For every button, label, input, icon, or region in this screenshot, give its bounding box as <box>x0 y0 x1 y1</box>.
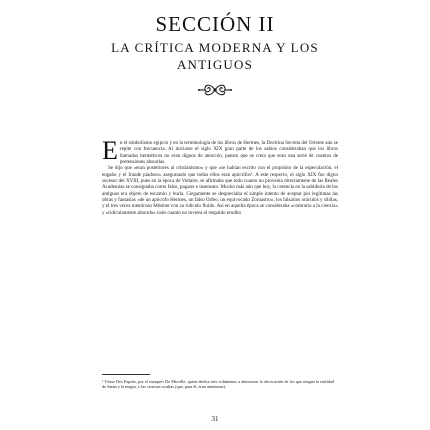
drop-cap: E <box>102 136 118 165</box>
chapter-title-line-1: LA CRÍTICA MODERNA Y LOS <box>111 40 319 55</box>
paragraph-1 <box>102 136 338 166</box>
fleuron-icon <box>197 82 233 98</box>
footnote-rule <box>102 374 150 375</box>
chapter-title-line-2: ANTIGUOS <box>176 57 254 72</box>
footnote: ¹ Véase Des Esprits, por el marqués De Mirville, quien dedica seis volúmenes a demostrar la obcecación de los que niegan la realidad de Satán y la magia, o las ciencias ocultas (que, para él, eran anónimas). <box>102 379 334 390</box>
section-heading: SECCIÓN II <box>155 12 275 36</box>
page-number: 31 <box>211 415 219 423</box>
paragraph-2: Se dijo que «eran posteriores al cristianismo» y que «se habían escrito con el propósito de la especulación, el engaño y el fraude piadoso» asegurando que todos ellos eran apócrifos¹. A este respecto, el siglo XIX fue digno sucesor del XVIII, pues en la época de Voltaire, se afirmaba que todo cuanto no provenía directamente de las Reales Academias se consignaba como falso, pagano e insensato. Mucho más aún que hoy, la creencia en la sabiduría de los antiguos era objeto de escarnio y burla. Ciegamente se despreciaba el simple intento de aceptar por legítimas las obras y fantasías «de un apócrifo Hermes, un falso Orfeo, un equivocado Zoroastro», los falsarios oráculos y sibilas, y el tres veces mentiroso Mésmer con su ridículo fluido. Así en aquella época se consideraba «contrario a la ciencia» y «ridículamente absurdo» todo cuanto no tuviera el respaldo erudito <box>102 165 338 216</box>
paragraph-1-text: n el simbolismo egipcio y en la terminología de los libros de Hermes, la Doctrina Secreta del Oriente aún se repite con frecuencia. Al iniciarse el siglo XIX gran parte de los sabios consideraban que los libros llamados herméticos no eran dignos de atención, puesto que se creía que eran una serie de cuentos de pretensiones absurdas. <box>119 140 338 166</box>
body-text <box>102 136 338 216</box>
